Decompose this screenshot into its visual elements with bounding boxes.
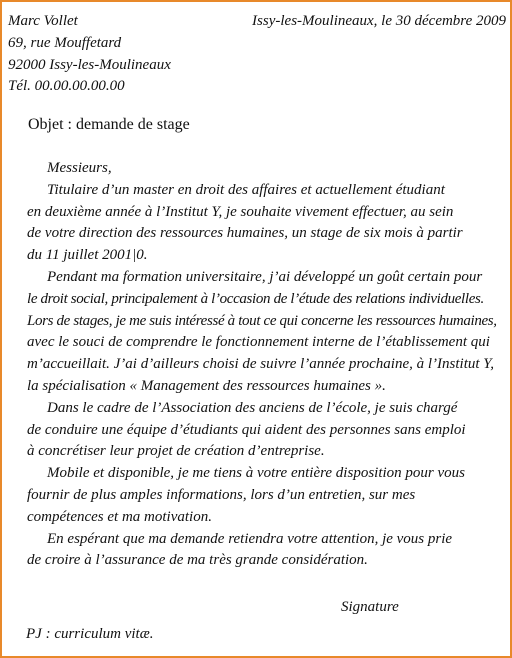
signature: Signature [341,599,399,615]
attachment-note: PJ : curriculum vitæ. [26,626,154,642]
body-line: de votre direction des ressources humaines, un stage de six mois à partir [27,225,463,242]
body-line: avec le souci de comprendre le fonctionnement interne de l’établissement qui [27,334,490,351]
body-line: Dans le cadre de l’Association des anciens de l’école, je suis chargé [47,399,458,416]
body-line: compétences et ma motivation. [27,508,212,525]
body-line: En espérant que ma demande retiendra votre attention, je vous prie [47,530,453,547]
letter-body [27,158,497,572]
sender-city: 92000 Issy-les-Moulineaux [8,56,171,73]
body-line: du 11 juillet 2001|0. [27,247,148,264]
body-line: Pendant ma formation universitaire, j’ai développé un goût certain pour [47,268,483,285]
sender-phone: Tél. 00.00.00.00.00 [8,78,125,95]
body-line: la spécialisation « Management des ressources humaines ». [27,377,386,394]
body-line: Titulaire d’un master en droit des affaires et actuellement étudiant [47,181,445,198]
body-line: fournir de plus amples informations, lors d’un entretien, sur mes [27,486,416,503]
sender-street: 69, rue Mouffetard [8,34,122,51]
body-line: en deuxième année à l’Institut Y, je souhaite vivement effectuer, au sein [27,203,454,220]
body-line: le droit social, principalement à l’occasion de l’étude des relations individuelles. [27,290,484,307]
letter-subject: Objet : demande de stage [28,116,190,133]
salutation: Messieurs, [47,160,112,176]
body-line: de croire à l’assurance de ma très grande considération. [27,552,368,569]
body-line: Mobile et disponible, je me tiens à votre entière disposition pour vous [47,465,465,482]
body-line: m’accueillait. J’ai d’ailleurs choisi de suivre l’année prochaine, à l’Institut Y, [27,356,494,373]
sender-block [8,11,171,98]
body-line: Lors de stages, je me suis intéressé à tout ce qui concerne les ressources humaines, [27,312,497,329]
place-date: Issy-les-Moulineaux, le 30 décembre 2009 [252,13,506,29]
body-line: de conduire une équipe d’étudiants qui aident des personnes sans emploi [27,421,466,438]
body-line: à concrétiser leur projet de création d’entreprise. [27,443,325,460]
sender-name: Marc Vollet [8,13,78,29]
